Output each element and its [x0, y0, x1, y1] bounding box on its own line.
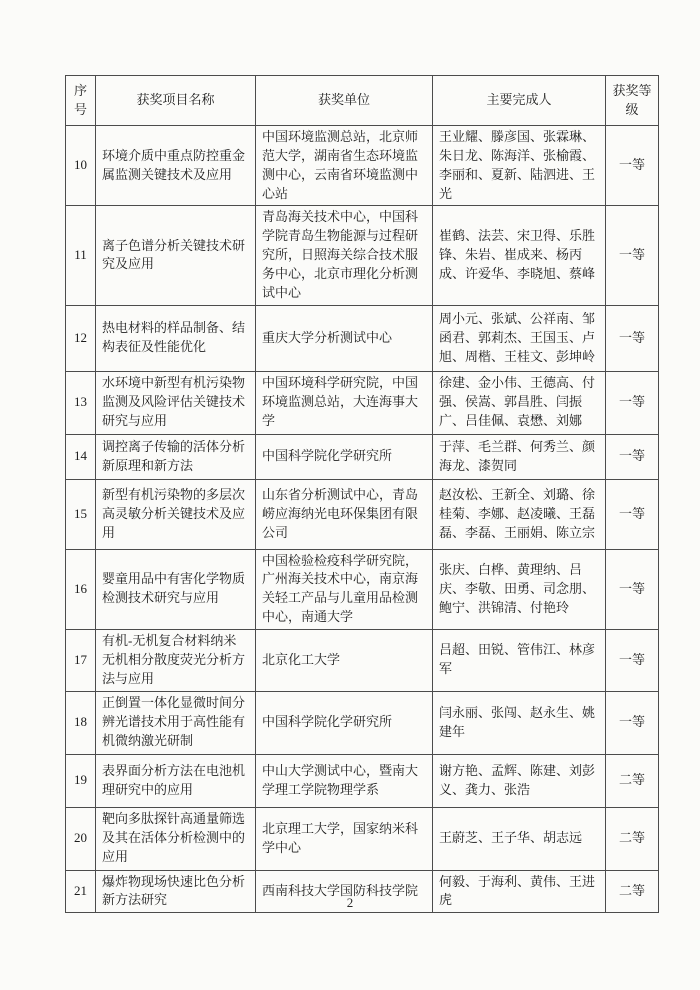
cell-award-unit: 中国环境科学研究院，中国环境监测总站，大连海事大学	[256, 371, 433, 434]
table-row	[66, 371, 659, 434]
cell-award-grade: 一等	[606, 434, 659, 479]
cell-award-unit: 北京理工大学，国家纳米科学中心	[256, 807, 433, 870]
cell-serial-number: 15	[66, 479, 96, 549]
table-row	[66, 754, 659, 807]
table-row	[66, 434, 659, 479]
cell-serial-number: 20	[66, 807, 96, 870]
cell-project-name: 热电材料的样品制备、结构表征及性能优化	[96, 305, 256, 371]
cell-main-contributors: 王业耀、滕彦国、张霖琳、朱日龙、陈海洋、张榆霞、李丽和、夏新、陆泗进、王光	[433, 126, 606, 206]
cell-serial-number: 18	[66, 691, 96, 754]
table-row	[66, 305, 659, 371]
cell-serial-number: 19	[66, 754, 96, 807]
cell-main-contributors: 谢方艳、孟辉、陈建、刘彭义、龚力、张浩	[433, 754, 606, 807]
cell-main-contributors: 张庆、白桦、黄理纳、吕庆、李敬、田勇、司念朋、鲍宁、洪锦清、付艳玲	[433, 549, 606, 629]
cell-serial-number: 17	[66, 629, 96, 691]
cell-project-name: 调控离子传输的活体分析新原理和新方法	[96, 434, 256, 479]
cell-award-unit: 青岛海关技术中心，中国科学院青岛生物能源与过程研究所，日照海关综合技术服务中心，北京市理化分析测试中心	[256, 206, 433, 305]
cell-serial-number: 21	[66, 870, 96, 913]
cell-award-grade: 一等	[606, 691, 659, 754]
cell-main-contributors: 赵汝松、王新全、刘璐、徐桂菊、李娜、赵凌曦、王磊磊、李磊、王丽娟、陈立宗	[433, 479, 606, 549]
cell-project-name: 正倒置一体化显微时间分辨光谱技术用于高性能有机微纳激光研制	[96, 691, 256, 754]
cell-main-contributors: 王蔚芝、王子华、胡志远	[433, 807, 606, 870]
table-row	[66, 549, 659, 629]
col-header-project: 获奖项目名称	[96, 76, 256, 126]
cell-award-grade: 一等	[606, 305, 659, 371]
cell-main-contributors: 周小元、张斌、公祥南、邹函君、郭莉杰、王国玉、卢旭、周楷、王桂文、彭坤岭	[433, 305, 606, 371]
award-table-body	[66, 126, 659, 913]
cell-award-grade: 一等	[606, 126, 659, 206]
cell-main-contributors: 闫永丽、张闯、赵永生、姚建年	[433, 691, 606, 754]
cell-award-unit: 北京化工大学	[256, 629, 433, 691]
cell-award-unit: 中山大学测试中心，暨南大学理工学院物理学系	[256, 754, 433, 807]
table-row	[66, 126, 659, 206]
cell-project-name: 表界面分析方法在电池机理研究中的应用	[96, 754, 256, 807]
cell-serial-number: 14	[66, 434, 96, 479]
cell-serial-number: 10	[66, 126, 96, 206]
cell-award-grade: 二等	[606, 807, 659, 870]
table-row	[66, 206, 659, 305]
cell-award-grade: 二等	[606, 754, 659, 807]
cell-award-grade: 一等	[606, 549, 659, 629]
cell-award-unit: 重庆大学分析测试中心	[256, 305, 433, 371]
cell-serial-number: 12	[66, 305, 96, 371]
cell-project-name: 离子色谱分析关键技术研究及应用	[96, 206, 256, 305]
cell-award-grade: 一等	[606, 371, 659, 434]
cell-main-contributors: 崔鹤、法芸、宋卫得、乐胜锋、朱岩、崔成来、杨丙成、许爱华、李晓旭、蔡峰	[433, 206, 606, 305]
cell-project-name: 爆炸物现场快速比色分析新方法研究	[96, 870, 256, 913]
cell-project-name: 有机-无机复合材料纳米无机相分散度荧光分析方法与应用	[96, 629, 256, 691]
cell-award-unit: 中国环境监测总站，北京师范大学，湖南省生态环境监测中心，云南省环境监测中心站	[256, 126, 433, 206]
cell-project-name: 靶向多肽探针高通量筛选及其在活体分析检测中的应用	[96, 807, 256, 870]
cell-project-name: 环境介质中重点防控重金属监测关键技术及应用	[96, 126, 256, 206]
cell-serial-number: 11	[66, 206, 96, 305]
table-row	[66, 691, 659, 754]
cell-project-name: 新型有机污染物的多层次高灵敏分析关键技术及应用	[96, 479, 256, 549]
cell-project-name: 婴童用品中有害化学物质检测技术研究与应用	[96, 549, 256, 629]
cell-award-grade: 一等	[606, 206, 659, 305]
cell-award-unit: 中国科学院化学研究所	[256, 691, 433, 754]
cell-project-name: 水环境中新型有机污染物监测及风险评估关键技术研究与应用	[96, 371, 256, 434]
table-row	[66, 629, 659, 691]
cell-serial-number: 16	[66, 549, 96, 629]
cell-award-grade: 一等	[606, 479, 659, 549]
table-row	[66, 479, 659, 549]
cell-main-contributors: 于萍、毛兰群、何秀兰、颜海龙、漆贺同	[433, 434, 606, 479]
table-row	[66, 807, 659, 870]
page-number: 2	[346, 895, 354, 910]
cell-award-grade: 一等	[606, 629, 659, 691]
cell-award-unit: 西南科技大学国防科技学院	[256, 870, 433, 913]
cell-award-grade: 二等	[606, 870, 659, 913]
cell-main-contributors: 何毅、于海利、黄伟、王进虎	[433, 870, 606, 913]
cell-main-contributors: 吕超、田锐、管伟江、林彦军	[433, 629, 606, 691]
award-table	[65, 75, 659, 913]
cell-serial-number: 13	[66, 371, 96, 434]
header-row	[66, 76, 659, 126]
cell-award-unit: 中国科学院化学研究所	[256, 434, 433, 479]
cell-award-unit: 中国检验检疫科学研究院，广州海关技术中心，南京海关轻工产品与儿童用品检测中心，南通大学	[256, 549, 433, 629]
col-header-grade: 获奖等级	[606, 76, 659, 126]
col-header-people: 主要完成人	[433, 76, 606, 126]
cell-main-contributors: 徐建、金小伟、王德高、付强、侯嵩、郭昌胜、闫振广、吕佳佩、袁懋、刘娜	[433, 371, 606, 434]
cell-award-unit: 山东省分析测试中心，青岛崂应海纳光电环保集团有限公司	[256, 479, 433, 549]
col-header-org: 获奖单位	[256, 76, 433, 126]
col-header-no: 序号	[66, 76, 96, 126]
